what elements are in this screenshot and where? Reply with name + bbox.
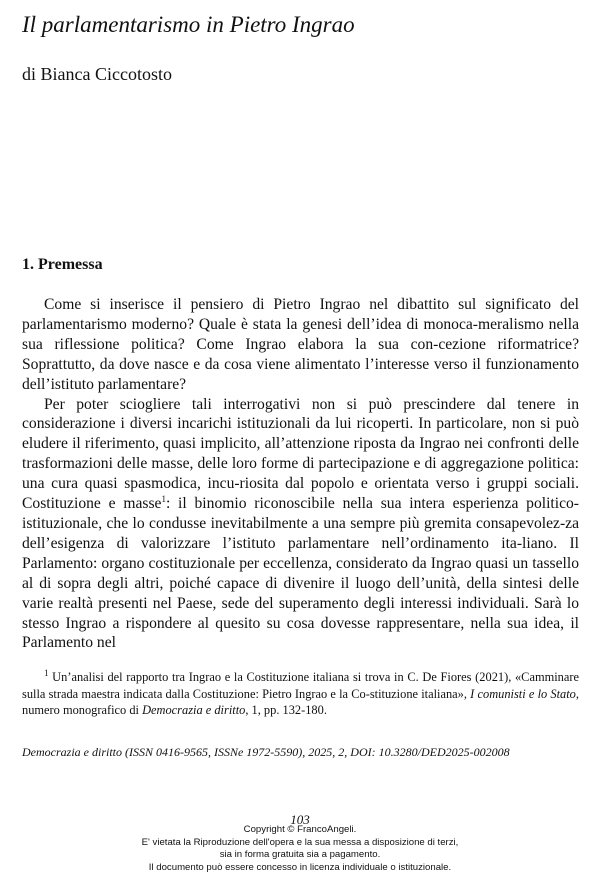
footnote-ref[interactable]: 1 — [161, 493, 166, 504]
section-heading: 1. Premessa — [22, 256, 103, 273]
page-number: 103 — [290, 812, 310, 827]
footnote-italic-1: I comunisti e lo Stato — [470, 686, 576, 701]
article-title: Il parlamentarismo in Pietro Ingrao — [22, 12, 355, 37]
paragraph-2-part-b: : il binomio riconoscibile nella sua intera esperienza politico-istituzionale, che lo condusse inevitabilmente a una sempre più gremita consapevolez-za dell’esigenza di valorizzare l’istituto parlamentare nell’ordinamento ita-liano. Il Parlamento: organo costituzionale per eccellenza, considerato da Ingrao quasi un tassello al di sopra degli altri, poiché capace di divenire il luogo dell’unità, della sintesi delle varie realtà presenti nel Paese, sede del superamento degli interessi individuali. Sarà lo stesso Ingrao a rispondere al quesito su cosa dovesse rappresentare, nella sua idea, il Parlamento nel — [22, 495, 579, 652]
footnote-text-c: , 1, pp. 132-180. — [245, 703, 327, 717]
copyright-line-2: E' vietata la Riproduzione dell'opera e la sua messa a disposizione di terzi, — [141, 836, 459, 848]
body-text — [22, 295, 579, 653]
copyright-line-3: sia in forma gratuita sia a pagamento. — [219, 849, 381, 861]
journal-citation: Democrazia e diritto (ISSN 0416-9565, ISSNe 1972-5590), 2025, 2, DOI: 10.3280/DED2025-002008 — [22, 745, 510, 759]
copyright-notice — [0, 824, 600, 874]
author-line: di Bianca Ciccotosto — [22, 64, 172, 84]
paragraph-1: Come si inserisce il pensiero di Pietro Ingrao nel dibattito sul significato del parlamentarismo moderno? Quale è stata la genesi dell’idea di monoca-meralismo nella sua riflessione politica? Come Ingrao elabora la sua con-cezione riformatrice? Soprattutto, da dove nasce e da cosa viene alimentato l’interesse verso il funzionamento dell’istituto parlamentare? — [22, 296, 579, 393]
paragraph-2-part-a: Per poter sciogliere tali interrogativi non si può prescindere dal tenere in considerazione i diversi incarichi istituzionali da lui ricoperti. In particolare, non si può eludere il riferimento, quasi implicito, all’attenzione riposta da Ingrao nei confronti delle trasformazioni delle masse, delle loro forme di partecipazione e di aggregazione politica: una cura quasi spasmodica, incu-riosita dal popolo e orientata verso i gruppi sociali. Costituzione e masse — [22, 395, 579, 513]
footnote-number: 1 — [44, 667, 49, 678]
footnote — [22, 669, 579, 719]
footnote-1 — [22, 669, 579, 719]
footnote-text-b: , numero monografico di — [22, 686, 579, 717]
copyright-line-4: Il documento può essere concesso in licenza individuale o istituzionale. — [148, 861, 452, 873]
footnote-text-a: Un’analisi del rapporto tra Ingrao e la Costituzione italiana si trova in C. De Fiores (2021), «Camminare sulla strada maestra indicata dalla Costituzione: Pietro Ingrao e la Co-stituzione italiana», — [22, 670, 579, 701]
copyright-line-1: Copyright © FrancoAngeli. — [243, 824, 357, 835]
paragraph-2 — [22, 395, 579, 654]
footnote-italic-2: Democrazia e diritto — [142, 703, 246, 717]
